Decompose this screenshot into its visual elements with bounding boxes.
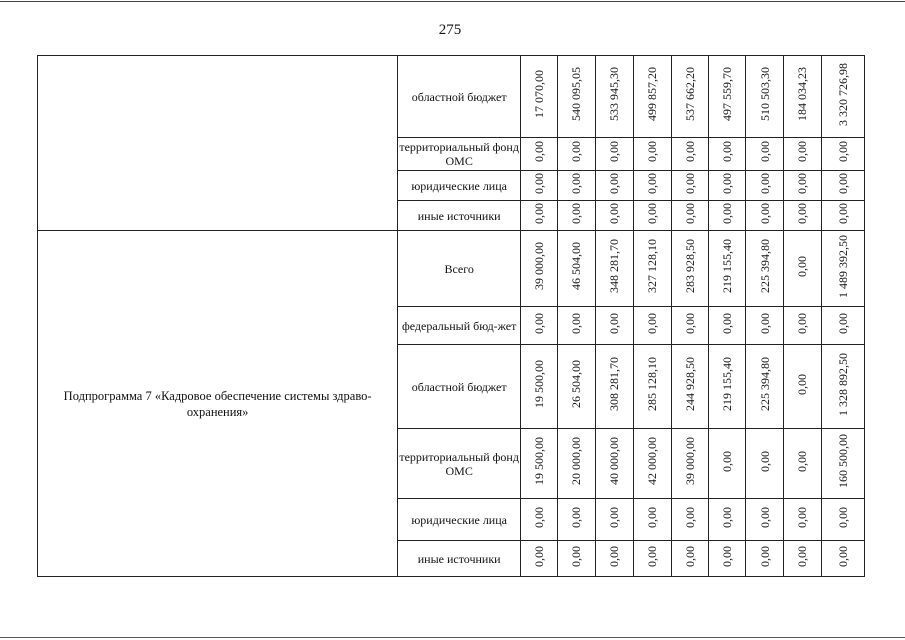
- value-cell: [595, 56, 633, 138]
- value-cell: [671, 541, 709, 577]
- value-text: 327 128,10: [645, 239, 660, 293]
- value-cell: [821, 201, 864, 231]
- value-text: 0,00: [532, 312, 546, 334]
- value-text: 0,00: [757, 141, 772, 162]
- value-text: 0,00: [645, 545, 660, 567]
- value-cell: [633, 429, 671, 499]
- value-text: 0,00: [795, 141, 810, 162]
- value-cell: [633, 231, 671, 307]
- table-row: [38, 56, 865, 138]
- value-text: 3 320 726,98: [835, 62, 850, 126]
- source-cell: областной бюджет: [398, 56, 521, 138]
- value-cell: [557, 541, 595, 577]
- value-cell: [557, 231, 595, 307]
- value-text: 0,00: [532, 141, 546, 162]
- budget-table: [37, 55, 865, 577]
- value-text: 0,00: [720, 450, 735, 472]
- value-cell: [821, 499, 864, 541]
- value-text: 0,00: [607, 506, 622, 528]
- value-cell: [671, 201, 709, 231]
- value-cell: [709, 56, 746, 138]
- value-text: 0,00: [720, 545, 735, 567]
- value-text: 225 394,80: [757, 239, 772, 293]
- value-text: 0,00: [569, 506, 584, 528]
- value-cell: [784, 429, 822, 499]
- value-text: 42 000,00: [645, 437, 660, 485]
- value-cell: [671, 171, 709, 201]
- value-cell: [709, 171, 746, 201]
- value-text: 308 281,70: [607, 357, 622, 411]
- value-text: 0,00: [757, 545, 772, 567]
- value-text: 0,00: [532, 545, 546, 567]
- value-cell: [746, 138, 784, 171]
- value-cell: [784, 345, 822, 429]
- value-cell: [746, 499, 784, 541]
- value-text: 537 662,20: [682, 67, 697, 121]
- value-cell: [671, 499, 709, 541]
- value-text: 0,00: [835, 506, 850, 528]
- value-text: 0,00: [835, 545, 850, 567]
- value-cell: [633, 56, 671, 138]
- value-text: 0,00: [645, 141, 660, 162]
- value-text: 0,00: [569, 202, 584, 224]
- value-cell: [821, 307, 864, 345]
- value-cell: [821, 171, 864, 201]
- value-cell: [784, 307, 822, 345]
- value-text: 219 155,40: [720, 239, 735, 293]
- value-text: 0,00: [682, 312, 697, 334]
- value-cell: [784, 201, 822, 231]
- value-text: 0,00: [757, 450, 772, 472]
- value-cell: [821, 138, 864, 171]
- source-cell: иные источники: [398, 201, 521, 231]
- value-cell: [521, 429, 558, 499]
- program-cell: [38, 56, 398, 231]
- value-cell: [709, 541, 746, 577]
- value-text: 0,00: [532, 506, 546, 528]
- value-text: 39 000,00: [682, 437, 697, 485]
- value-cell: [521, 307, 558, 345]
- value-cell: [521, 171, 558, 201]
- value-text: 0,00: [720, 506, 735, 528]
- source-cell: юридические лица: [398, 499, 521, 541]
- value-text: 19 500,00: [532, 360, 546, 408]
- value-cell: [746, 56, 784, 138]
- value-cell: [633, 345, 671, 429]
- table-body: [38, 56, 865, 577]
- value-text: 510 503,30: [757, 67, 772, 121]
- value-text: 0,00: [532, 202, 546, 224]
- value-cell: [557, 171, 595, 201]
- value-cell: [671, 429, 709, 499]
- value-text: 0,00: [645, 312, 660, 334]
- value-text: 0,00: [795, 202, 810, 224]
- value-cell: [784, 499, 822, 541]
- value-cell: [595, 201, 633, 231]
- value-cell: [784, 56, 822, 138]
- value-cell: [784, 171, 822, 201]
- value-text: 0,00: [835, 172, 850, 194]
- value-cell: [521, 345, 558, 429]
- value-cell: [709, 138, 746, 171]
- value-cell: [595, 541, 633, 577]
- source-cell: Всего: [398, 231, 521, 307]
- value-text: 0,00: [682, 506, 697, 528]
- source-cell: иные источники: [398, 541, 521, 577]
- value-text: 0,00: [795, 450, 810, 472]
- value-cell: [633, 499, 671, 541]
- value-cell: [709, 499, 746, 541]
- value-cell: [633, 201, 671, 231]
- value-cell: [821, 429, 864, 499]
- value-cell: [746, 307, 784, 345]
- value-text: 0,00: [607, 312, 622, 334]
- value-cell: [595, 429, 633, 499]
- value-cell: [521, 231, 558, 307]
- value-cell: [784, 541, 822, 577]
- value-text: 17 070,00: [532, 70, 546, 118]
- value-cell: [521, 499, 558, 541]
- source-cell: территориальный фонд ОМС: [398, 138, 521, 171]
- value-cell: [595, 171, 633, 201]
- value-cell: [746, 429, 784, 499]
- source-cell: областной бюджет: [398, 345, 521, 429]
- value-cell: [595, 345, 633, 429]
- value-text: 225 394,80: [757, 357, 772, 411]
- value-cell: [709, 307, 746, 345]
- value-text: 0,00: [757, 202, 772, 224]
- value-cell: [671, 307, 709, 345]
- table-row: [38, 231, 865, 307]
- value-cell: [633, 171, 671, 201]
- value-cell: [709, 201, 746, 231]
- value-cell: [821, 541, 864, 577]
- value-text: 244 928,50: [682, 357, 697, 411]
- value-cell: [671, 231, 709, 307]
- value-cell: [521, 138, 558, 171]
- value-text: 0,00: [795, 373, 810, 395]
- value-cell: [557, 307, 595, 345]
- value-text: 0,00: [757, 506, 772, 528]
- value-text: 0,00: [720, 202, 735, 224]
- value-cell: [557, 499, 595, 541]
- value-text: 0,00: [795, 255, 810, 277]
- value-text: 348 281,70: [607, 239, 622, 293]
- value-cell: [784, 138, 822, 171]
- value-text: 283 928,50: [682, 239, 697, 293]
- value-cell: [595, 499, 633, 541]
- top-rule: [0, 1, 905, 2]
- value-text: 19 500,00: [532, 437, 546, 485]
- value-cell: [821, 345, 864, 429]
- value-text: 39 000,00: [532, 242, 546, 290]
- value-cell: [633, 541, 671, 577]
- value-text: 1 328 892,50: [835, 352, 850, 416]
- value-cell: [709, 429, 746, 499]
- value-text: 0,00: [532, 172, 546, 194]
- value-cell: [709, 345, 746, 429]
- value-text: 40 000,00: [607, 437, 622, 485]
- value-text: 0,00: [757, 312, 772, 334]
- value-text: 0,00: [645, 202, 660, 224]
- value-text: 0,00: [835, 202, 850, 224]
- value-cell: [633, 138, 671, 171]
- value-cell: [746, 345, 784, 429]
- value-text: 0,00: [645, 172, 660, 194]
- value-cell: [746, 171, 784, 201]
- value-text: 0,00: [795, 545, 810, 567]
- value-text: 0,00: [607, 141, 622, 162]
- value-text: 160 500,00: [835, 434, 850, 488]
- value-cell: [746, 201, 784, 231]
- value-text: 0,00: [682, 545, 697, 567]
- value-cell: [557, 138, 595, 171]
- value-text: 540 095,05: [569, 67, 584, 121]
- value-text: 20 000,00: [569, 437, 584, 485]
- value-cell: [521, 201, 558, 231]
- value-cell: [557, 201, 595, 231]
- value-text: 0,00: [682, 172, 697, 194]
- value-text: 0,00: [682, 202, 697, 224]
- value-text: 219 155,40: [720, 357, 735, 411]
- value-text: 499 857,20: [645, 67, 660, 121]
- value-text: 26 504,00: [569, 360, 584, 408]
- value-text: 0,00: [569, 172, 584, 194]
- value-cell: [671, 56, 709, 138]
- program-cell: Подпрограмма 7 «Кадровое обеспечение системы здраво-охранения»: [38, 231, 398, 577]
- value-cell: [633, 307, 671, 345]
- value-cell: [821, 56, 864, 138]
- source-cell: федеральный бюд-жет: [398, 307, 521, 345]
- value-text: 184 034,23: [795, 67, 810, 121]
- value-cell: [595, 231, 633, 307]
- value-cell: [709, 231, 746, 307]
- value-text: 0,00: [795, 312, 810, 334]
- value-text: 0,00: [835, 312, 850, 334]
- value-cell: [671, 138, 709, 171]
- value-text: 0,00: [607, 545, 622, 567]
- value-text: 0,00: [682, 141, 697, 162]
- bottom-rule: [0, 637, 905, 638]
- value-cell: [557, 345, 595, 429]
- value-text: 0,00: [645, 506, 660, 528]
- value-text: 0,00: [569, 545, 584, 567]
- value-cell: [595, 307, 633, 345]
- value-text: 0,00: [569, 141, 584, 162]
- value-text: 0,00: [795, 506, 810, 528]
- value-text: 0,00: [795, 172, 810, 194]
- value-cell: [521, 56, 558, 138]
- value-text: 46 504,00: [569, 242, 584, 290]
- value-text: 0,00: [757, 172, 772, 194]
- value-cell: [671, 345, 709, 429]
- value-text: 533 945,30: [607, 67, 622, 121]
- value-text: 0,00: [607, 202, 622, 224]
- value-cell: [746, 231, 784, 307]
- value-text: 0,00: [835, 141, 850, 162]
- value-text: 1 489 392,50: [835, 234, 850, 298]
- value-cell: [821, 231, 864, 307]
- value-text: 0,00: [607, 172, 622, 194]
- value-cell: [595, 138, 633, 171]
- value-cell: [746, 541, 784, 577]
- value-cell: [557, 429, 595, 499]
- value-text: 0,00: [720, 312, 735, 334]
- value-cell: [784, 231, 822, 307]
- value-cell: [557, 56, 595, 138]
- value-text: 0,00: [720, 172, 735, 194]
- value-text: 0,00: [720, 141, 735, 162]
- value-cell: [521, 541, 558, 577]
- source-cell: юридические лица: [398, 171, 521, 201]
- value-text: 285 128,10: [645, 357, 660, 411]
- value-text: 497 559,70: [720, 67, 735, 121]
- source-cell: территориальный фонд ОМС: [398, 429, 521, 499]
- value-text: 0,00: [569, 312, 584, 334]
- page-number: 275: [438, 22, 462, 38]
